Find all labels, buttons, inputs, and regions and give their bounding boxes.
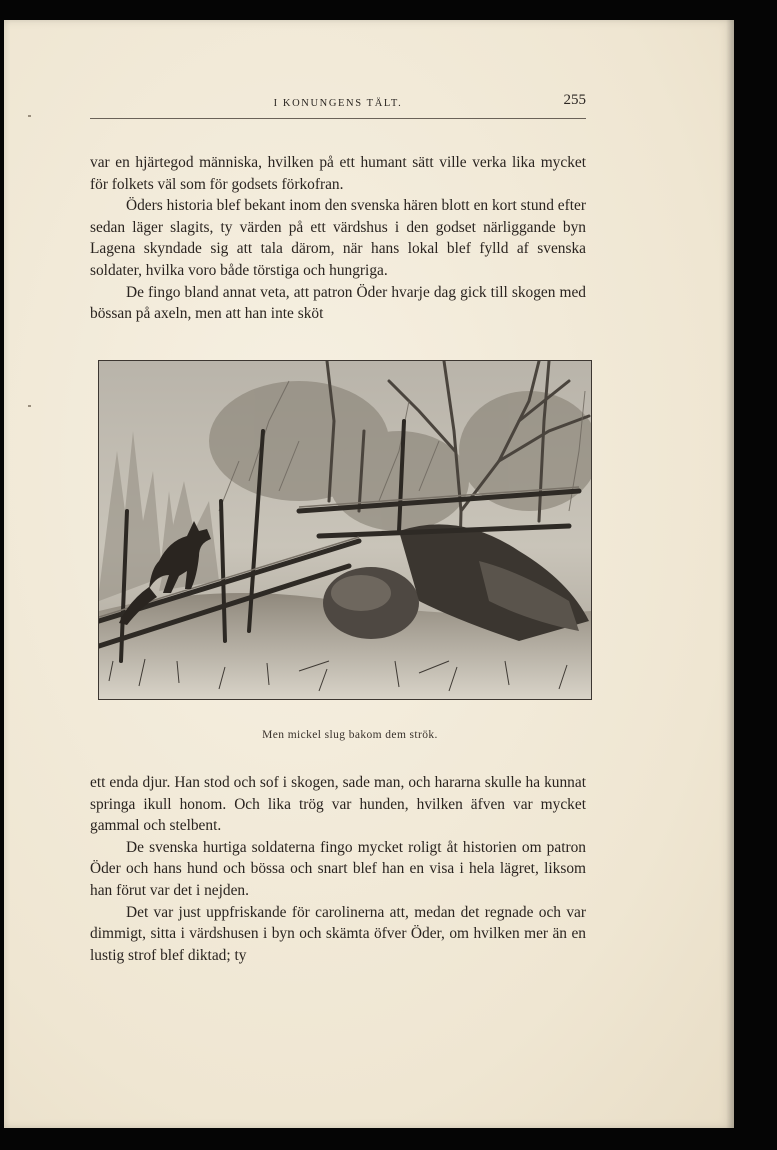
paragraph: Öders historia blef bekant inom den svenska hären blott en kort stund efter sedan läger slagits, ty värden på ett värdshus i den godset närliggande byn Lagena skyndade sig att tala därom, när hans lokal blef fylld af svenska soldater, hvilka voro både törstiga och hungriga. (90, 197, 586, 279)
paragraph: De svenska hurtiga soldaterna fingo mycket roligt åt historien om patron Öder och hans hund och bössa och snart blef han en visa i hela lägret, liksom han förut var det i nejden. (90, 838, 586, 899)
margin-mark (28, 405, 31, 407)
text-block-bottom (90, 772, 586, 966)
paragraph: ett enda djur. Han stod och sof i skogen, sade man, och hararna skulle ha kunnat springa ikull honom. Och lika trög var hunden, hvilken äfven var mycket gammal och stelbent. (90, 774, 586, 835)
running-head (90, 92, 586, 119)
engraving-image (99, 361, 591, 699)
page-spine-shadow (726, 20, 734, 1128)
text-block-top (90, 152, 586, 325)
illustration-caption: Men mickel slug bakom dem strök. (262, 729, 438, 741)
running-title: I KONUNGENS TÄLT. (273, 98, 403, 109)
margin-mark (28, 115, 31, 117)
illustration-fox-at-fence (98, 360, 592, 700)
paragraph: var en hjärtegod människa, hvilken på ett humant sätt ville verka lika mycket för folkets väl som för godsets förkofran. (90, 154, 586, 193)
page-number: 255 (563, 92, 586, 108)
paragraph: De fingo bland annat veta, att patron Öder hvarje dag gick till skogen med bössan på axeln, men att han inte sköt (90, 283, 586, 323)
paragraph: Det var just uppfriskande för carolinerna att, medan det regnade och var dimmigt, sitta i värdshusen i byn och skämta öfver Öder, om hvilken mer än en lustig strof blef diktad; ty (90, 903, 586, 964)
